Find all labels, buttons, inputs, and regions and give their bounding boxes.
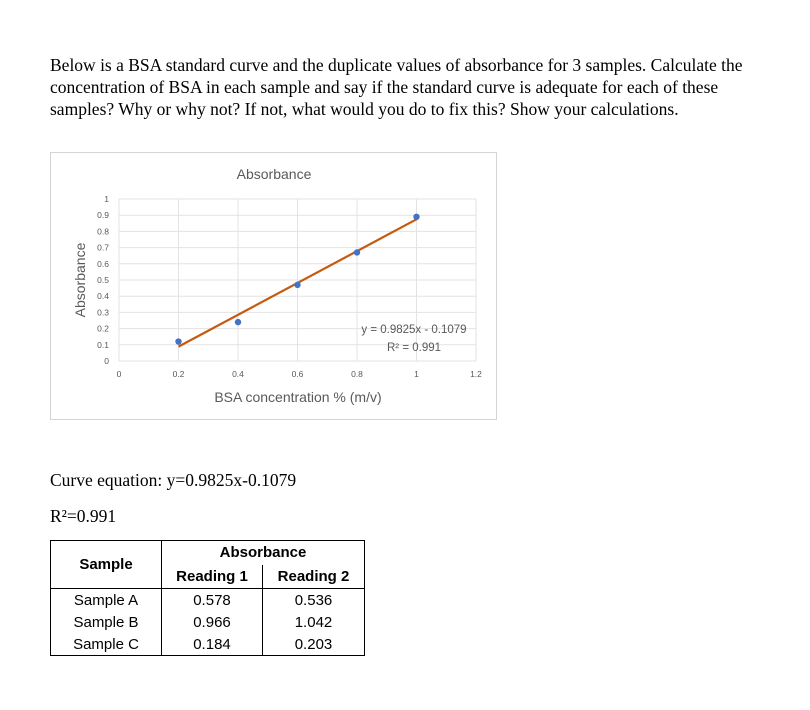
data-point [235,319,241,325]
y-tick-label: 0.6 [97,258,109,269]
data-point [354,249,360,255]
y-tick-label: 0.4 [97,291,109,302]
y-tick-label: 0.7 [97,242,109,253]
x-tick-label: 1 [414,369,419,379]
table-row [51,611,365,633]
curve-equation: Curve equation: y=0.9825x-0.1079 [50,470,297,490]
data-point [413,214,419,220]
y-tick-label: 0.8 [97,226,109,237]
x-axis-label: BSA concentration % (m/v) [214,389,382,405]
y-tick-label: 0.3 [97,307,109,318]
x-tick-label: 0.2 [172,369,185,379]
reading-2-cell: 0.203 [263,633,365,656]
sample-header: Sample [51,541,162,589]
standard-curve-chart [50,152,497,420]
sample-cell: Sample C [51,633,162,656]
y-axis-label: Absorbance [72,242,88,318]
data-point [294,282,300,288]
reading-1-cell: 0.966 [162,611,263,633]
absorbance-header: Absorbance [162,541,365,565]
y-tick-label: 0.9 [97,210,109,221]
x-tick-label: 0 [116,369,122,379]
y-tick-label: 0.2 [97,323,109,334]
r-squared: R²=0.991 [50,506,117,526]
data-point [175,338,181,344]
chart-svg [51,153,498,421]
table-row [51,589,365,612]
table-row [51,633,365,656]
trendline-equation: y = 0.9825x - 0.1079 [361,324,467,336]
reading-1-header: Reading 1 [162,565,263,589]
x-tick-label: 0.6 [291,369,304,379]
reading-2-header: Reading 2 [263,565,365,589]
reading-1-cell: 0.578 [162,589,263,612]
reading-1-cell: 0.184 [162,633,263,656]
y-tick-label: 1 [104,194,109,204]
y-tick-label: 0.5 [97,275,109,285]
x-tick-label: 0.4 [232,369,244,379]
reading-2-cell: 1.042 [263,611,365,633]
x-tick-label: 1.2 [470,369,482,379]
y-tick-label: 0 [104,356,109,366]
reading-2-cell: 0.536 [263,589,365,612]
sample-cell: Sample A [51,589,162,612]
samples-table [50,540,365,656]
y-tick-label: 0.1 [97,339,109,350]
x-tick-label: 0.8 [351,369,363,379]
question-text: Below is a BSA standard curve and the duplicate values of absorbance for 3 samples. Calculate the concentration of BSA in each sample and say if the standard curve is adequate for each of these samples? Why or why not? If not, what would you do to fix this? Show your calculations. [50,55,743,119]
sample-cell: Sample B [51,611,162,633]
chart-title: Absorbance [236,166,312,182]
trendline-r-squared: R² = 0.991 [386,342,442,354]
